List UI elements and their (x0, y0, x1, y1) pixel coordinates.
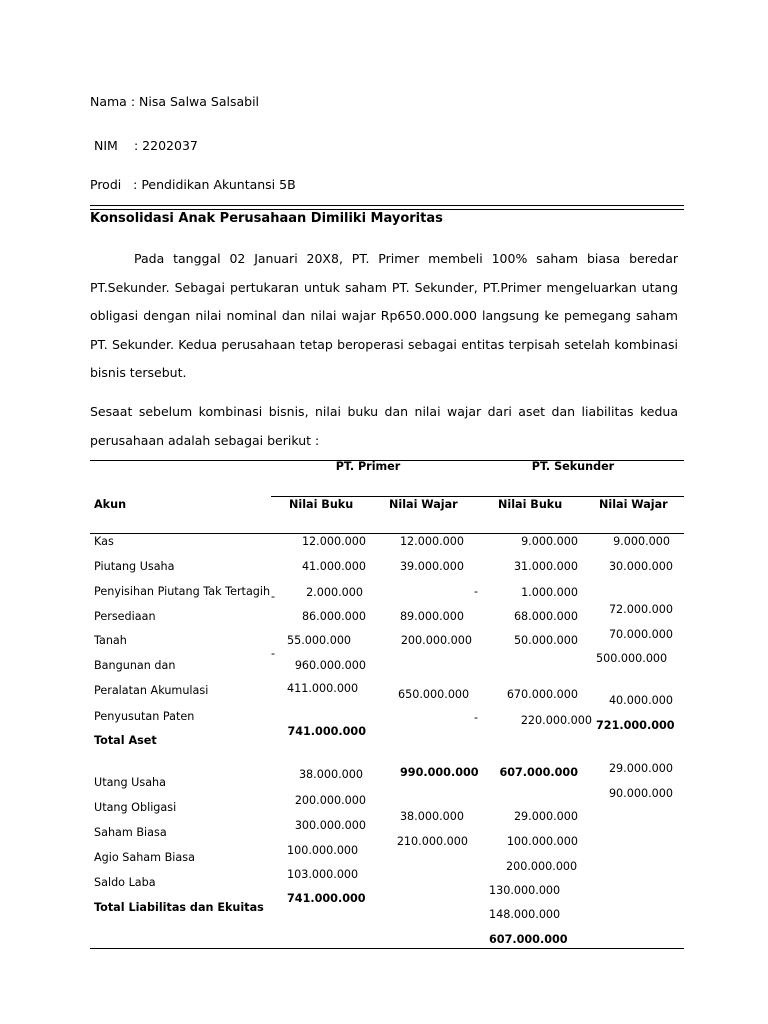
account-label: Tanah (94, 634, 127, 647)
table-group-rule (271, 496, 684, 497)
table-cell: 86.000.000 (301, 610, 366, 623)
account-label: Peralatan Akumulasi (94, 684, 209, 697)
account-label: Saham Biasa (94, 826, 167, 839)
account-label-total-liabilities-equity: Total Liabilitas dan Ekuitas (94, 901, 264, 914)
table-bottom-rule (90, 948, 684, 949)
table-cell: - (474, 585, 479, 598)
table-cell: 607.000.000 (489, 933, 568, 946)
table-cell: 31.000.000 (513, 560, 578, 573)
account-label-total-assets: Total Aset (94, 734, 157, 747)
table-cell: 220.000.000 (520, 714, 592, 727)
table-cell: 70.000.000 (608, 628, 673, 641)
account-label: Piutang Usaha (94, 560, 175, 573)
table-cell: 29.000.000 (513, 810, 578, 823)
divider-bottom (90, 209, 684, 210)
table-cell: 9.000.000 (613, 535, 670, 548)
account-label: Bangunan dan (94, 659, 176, 672)
section-title: Konsolidasi Anak Perusahaan Dimiliki Mayoritas (90, 211, 443, 226)
paragraph-intro: Pada tanggal 02 Januari 20X8, PT. Primer membeli 100% saham biasa beredar PT.Sekunder. Sebagai pertukaran untuk saham PT. Sekunder, PT.Primer mengeluarkan utang obligasi dengan nilai nominal dan nilai wajar Rp650.000.000 langsung ke pemegang saham PT. Sekunder. Kedua perusahaan tetap beroperasi sebagai entitas terpisah setelah kombinasi bisnis tersebut. (90, 251, 678, 381)
table-cell: 29.000.000 (608, 762, 673, 775)
table-cell: 1.000.000 (521, 586, 578, 599)
table-cell: 2.000.000 (306, 586, 363, 599)
table-cell: 100.000.000 (287, 844, 359, 857)
table-cell: 38.000.000 (298, 768, 363, 781)
account-label: Penyisihan Piutang Tak Tertagih (94, 585, 271, 598)
table-cell: 12.000.000 (399, 535, 464, 548)
group-header-sekunder: PT. Sekunder (531, 460, 615, 473)
table-cell: 100.000.000 (506, 835, 578, 848)
nim-label: NIM (94, 138, 118, 153)
student-name: Nama : Nisa Salwa Salsabil (90, 94, 260, 109)
subheader-primer-book: Nilai Buku (289, 498, 354, 511)
table-cell: 650.000.000 (398, 688, 470, 701)
table-cell: 411.000.000 (287, 682, 359, 695)
table-header-rule (90, 533, 684, 534)
table-cell: 148.000.000 (489, 908, 561, 921)
account-label: Utang Obligasi (94, 801, 177, 814)
group-header-primer: PT. Primer (335, 460, 401, 473)
divider-top (90, 205, 684, 206)
subheader-primer-fair: Nilai Wajar (389, 498, 458, 511)
table-cell: 721.000.000 (596, 719, 675, 732)
table-cell: 960.000.000 (294, 659, 366, 672)
paragraph-values: Sesaat sebelum kombinasi bisnis, nilai buku dan nilai wajar dari aset dan liabilitas kedua perusahaan adalah sebagai berikut : (90, 404, 678, 448)
account-header: Akun (94, 498, 127, 511)
table-cell: 607.000.000 (499, 766, 578, 779)
table-cell: 210.000.000 (396, 835, 468, 848)
table-cell: 9.000.000 (521, 535, 578, 548)
table-cell: 990.000.000 (400, 766, 479, 779)
table-cell: 200.000.000 (506, 860, 578, 873)
table-cell: 741.000.000 (287, 725, 366, 738)
dash-mark: - (271, 590, 276, 603)
account-label: Persediaan (94, 610, 156, 623)
table-cell: 200.000.000 (400, 634, 472, 647)
table-cell: 39.000.000 (399, 560, 464, 573)
table-cell: 500.000.000 (596, 652, 668, 665)
table-cell: 741.000.000 (287, 892, 366, 905)
table-cell: 72.000.000 (608, 603, 673, 616)
table-cell: 12.000.000 (301, 535, 366, 548)
table-cell: 40.000.000 (608, 694, 673, 707)
table-cell: 130.000.000 (489, 884, 561, 897)
table-cell: 68.000.000 (513, 610, 578, 623)
nim-value: : 2202037 (134, 138, 198, 153)
table-cell: 200.000.000 (294, 794, 366, 807)
account-label: Agio Saham Biasa (94, 851, 195, 864)
table-cell: 41.000.000 (301, 560, 366, 573)
dash-mark: - (271, 647, 276, 660)
table-cell: 55.000.000 (287, 634, 352, 647)
table-cell: 670.000.000 (506, 688, 578, 701)
account-label: Saldo Laba (94, 876, 156, 889)
study-program: Prodi : Pendidikan Akuntansi 5B (90, 177, 296, 192)
table-cell: 103.000.000 (287, 868, 359, 881)
account-label: Kas (94, 535, 114, 548)
table-cell: 90.000.000 (608, 787, 673, 800)
table-cell: 38.000.000 (399, 810, 464, 823)
account-label: Utang Usaha (94, 776, 166, 789)
subheader-sekunder-fair: Nilai Wajar (599, 498, 668, 511)
table-cell: 89.000.000 (399, 610, 464, 623)
table-cell: 300.000.000 (294, 819, 366, 832)
table-cell: - (474, 711, 479, 724)
account-label: Penyusutan Paten (94, 710, 195, 723)
subheader-sekunder-book: Nilai Buku (498, 498, 563, 511)
table-cell: 50.000.000 (513, 634, 578, 647)
table-cell: 30.000.000 (608, 560, 673, 573)
